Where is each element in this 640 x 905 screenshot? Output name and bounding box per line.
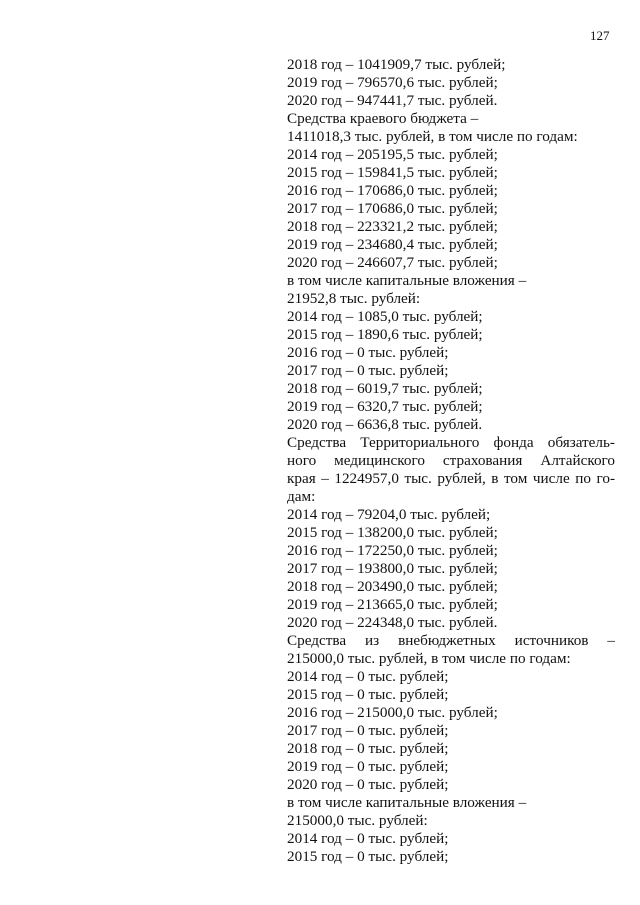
text-line: 2015 год – 0 тыс. рублей; [287, 848, 449, 865]
text-line: 215000,0 тыс. рублей, в том числе по годам: [287, 650, 571, 667]
text-line: 2018 год – 1041909,7 тыс. рублей; [287, 56, 506, 73]
text-line: 2019 год – 796570,6 тыс. рублей; [287, 74, 498, 91]
text-line: 2017 год – 0 тыс. рублей; [287, 722, 449, 739]
text-line: 2020 год – 246607,7 тыс. рублей; [287, 254, 498, 271]
text-line: 2019 год – 6320,7 тыс. рублей; [287, 398, 483, 415]
text-line: края – 1224957,0 тыс. рублей, в том числе по го- [287, 470, 615, 487]
text-line: 2019 год – 0 тыс. рублей; [287, 758, 449, 775]
text-line: в том числе капитальные вложения – [287, 272, 527, 289]
text-line: 2020 год – 947441,7 тыс. рублей. [287, 92, 498, 109]
text-line: 2014 год – 205195,5 тыс. рублей; [287, 146, 498, 163]
text-line: 2017 год – 170686,0 тыс. рублей; [287, 200, 498, 217]
text-line: 2018 год – 6019,7 тыс. рублей; [287, 380, 483, 397]
text-line: 2016 год – 170686,0 тыс. рублей; [287, 182, 498, 199]
text-line: 2016 год – 172250,0 тыс. рублей; [287, 542, 498, 559]
text-line: 2017 год – 193800,0 тыс. рублей; [287, 560, 498, 577]
text-line: 2014 год – 0 тыс. рублей; [287, 830, 449, 847]
text-line: Средства Территориального фонда обязатель- [287, 434, 615, 451]
text-line: 2015 год – 138200,0 тыс. рублей; [287, 524, 498, 541]
text-line: 2016 год – 215000,0 тыс. рублей; [287, 704, 498, 721]
text-line: 2014 год – 1085,0 тыс. рублей; [287, 308, 483, 325]
text-line: 2018 год – 203490,0 тыс. рублей; [287, 578, 498, 595]
text-line: 2015 год – 0 тыс. рублей; [287, 686, 449, 703]
page-number: 127 [590, 28, 610, 43]
text-line: 2020 год – 6636,8 тыс. рублей. [287, 416, 483, 433]
text-line: 2017 год – 0 тыс. рублей; [287, 362, 449, 379]
text-line: 2014 год – 0 тыс. рублей; [287, 668, 449, 685]
text-line: в том числе капитальные вложения – [287, 794, 527, 811]
text-line: 1411018,3 тыс. рублей, в том числе по годам: [287, 128, 578, 145]
text-line: дам: [287, 488, 316, 505]
text-line: 2019 год – 234680,4 тыс. рублей; [287, 236, 498, 253]
text-line: 2015 год – 1890,6 тыс. рублей; [287, 326, 483, 343]
text-line: 2020 год – 0 тыс. рублей; [287, 776, 449, 793]
text-line: ного медицинского страхования Алтайского [287, 452, 615, 469]
text-line: Средства из внебюджетных источников – [287, 632, 615, 649]
text-line: 2019 год – 213665,0 тыс. рублей; [287, 596, 498, 613]
text-line: 2020 год – 224348,0 тыс. рублей. [287, 614, 498, 631]
text-line: 2018 год – 223321,2 тыс. рублей; [287, 218, 498, 235]
document-body [287, 56, 615, 866]
text-line: 2018 год – 0 тыс. рублей; [287, 740, 449, 757]
text-line: 2014 год – 79204,0 тыс. рублей; [287, 506, 491, 523]
text-line: 21952,8 тыс. рублей: [287, 290, 421, 307]
text-line: 2015 год – 159841,5 тыс. рублей; [287, 164, 498, 181]
text-line: 215000,0 тыс. рублей: [287, 812, 428, 829]
text-line: Средства краевого бюджета – [287, 110, 479, 127]
text-line: 2016 год – 0 тыс. рублей; [287, 344, 449, 361]
